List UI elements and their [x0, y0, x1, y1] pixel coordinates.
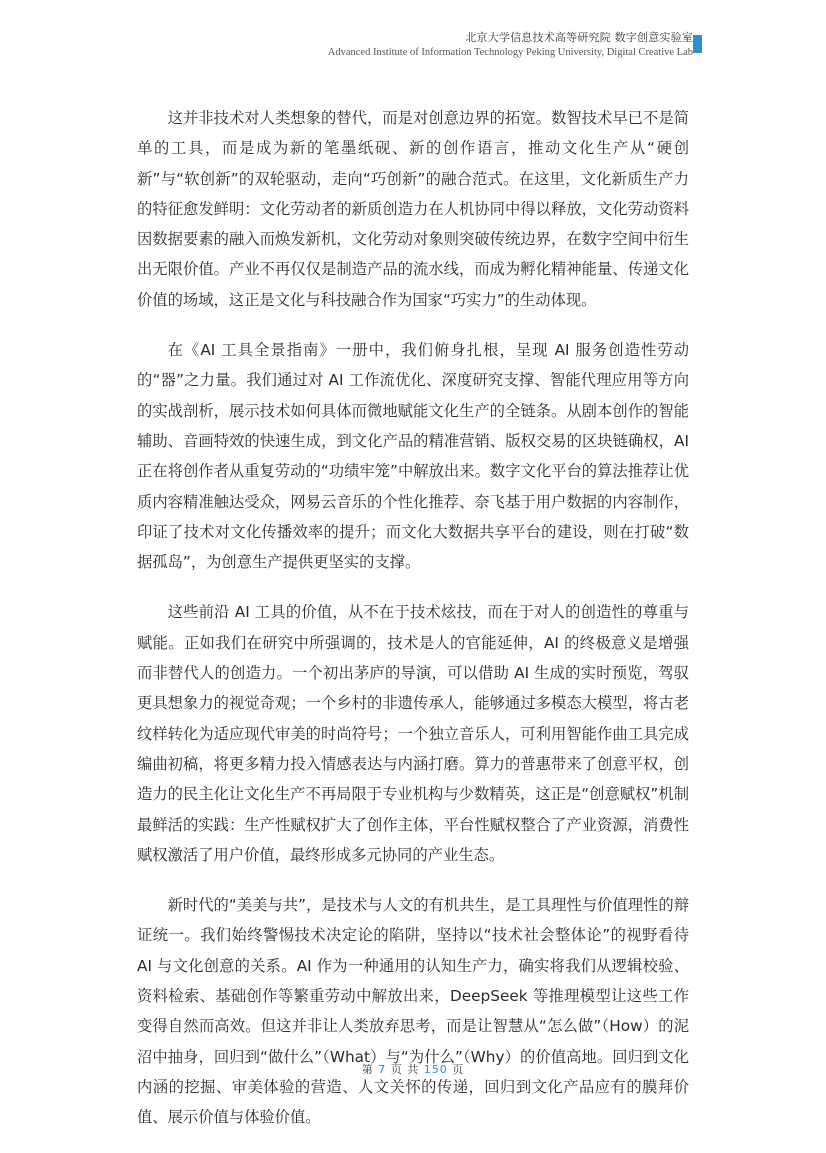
paragraph-2: 在《AI 工具全景指南》一册中，我们俯身扎根，呈现 AI 服务创造性劳动的“器”之力量。我们通过对 AI 工作流优化、深度研究支撑、智能代理应用等方向的实战剖析，展示技术如何具体而微地赋能文化生产的全链条。从剧本创作的智能辅助、音画特效的快速生成，到文化产品的精准营销、版权交易的区块链确权，AI 正在将创作者从重复劳动的“功绩牢笼”中解放出来。数字文化平台的算法推荐让优质内容精准触达受众，网易云音乐的个性化推荐、奈飞基于用户数据的内容制作，印证了技术对文化传播效率的提升；而文化大数据共享平台的建设，则在打破“数据孤岛”，为创意生产提供更坚实的支撑。: [137, 341, 689, 572]
page-total: 150: [423, 1063, 448, 1076]
page-footer: [0, 1061, 826, 1077]
body-text: [137, 103, 689, 1153]
footer-middle: 页 共: [390, 1063, 420, 1076]
header-institute-en: Advanced Institute of Information Technology Peking University, Digital Creative Lab: [327, 47, 693, 58]
paragraph-3: 这些前沿 AI 工具的价值，从不在于技术炫技，而在于对人的创造性的尊重与赋能。正如我们在研究中所强调的，技术是人的官能延伸，AI 的终极意义是增强而非替代人的创造力。一个初出茅庐的导演，可以借助 AI 生成的实时预览，驾驭更具想象力的视觉奇观；一个乡村的非遗传承人，能够通过多模态大模型，将古老纹样转化为适应现代审美的时尚符号；一个独立音乐人，可利用智能作曲工具完成编曲初稿，将更多精力投入情感表达与内涵打磨。算力的普惠带来了创意平权，创造力的民主化让文化生产不再局限于专业机构与少数精英，这正是“创意赋权”机制最鲜活的实践：生产性赋权扩大了创作主体，平台性赋权整合了产业资源，消费性赋权激活了用户价值，最终形成多元协同的产业生态。: [137, 603, 689, 864]
header-institute-cn: 北京大学信息技术高等研究院 数字创意实验室: [465, 31, 693, 44]
page-header: [328, 30, 693, 60]
footer-prefix: 第: [361, 1063, 374, 1076]
header-accent-bar: [693, 35, 702, 53]
page-number: 7: [378, 1063, 387, 1076]
paragraph-1: 这并非技术对人类想象的替代，而是对创意边界的拓宽。数智技术早已不是简单的工具，而是成为新的笔墨纸砚、新的创作语言，推动文化生产从“硬创新”与“软创新”的双轮驱动，走向“巧创新”的融合范式。在这里，文化新质生产力的特征愈发鲜明：文化劳动者的新质创造力在人机协同中得以释放，文化劳动资料因数据要素的融入而焕发新机，文化劳动对象则突破传统边界，在数字空间中衍生出无限价值。产业不再仅仅是制造产品的流水线，而成为孵化精神能量、传递文化价值的场域，这正是文化与科技融合作为国家“巧实力”的生动体现。: [137, 109, 689, 309]
footer-suffix: 页: [452, 1063, 465, 1076]
paragraph-4: 新时代的“美美与共”，是技术与人文的有机共生，是工具理性与价值理性的辩证统一。我们始终警惕技术决定论的陷阱，坚持以“技术社会整体论”的视野看待 AI 与文化创意的关系。AI 作为一种通用的认知生产力，确实将我们从逻辑校验、资料检索、基础创作等繁重劳动中解放出来，DeepSeek 等推理模型让这些工作变得自然而高效。但这并非让人类放弃思考，而是让智慧从“怎么做”（How）的泥沼中抽身，回归到“做什么”（What）与“为什么”（Why）的价值高地。回归到文化内涵的挖掘、审美体验的营造、人文关怀的传递，回归到文化产品应有的膜拜价值、展示价值与体验价值。: [137, 896, 689, 1127]
